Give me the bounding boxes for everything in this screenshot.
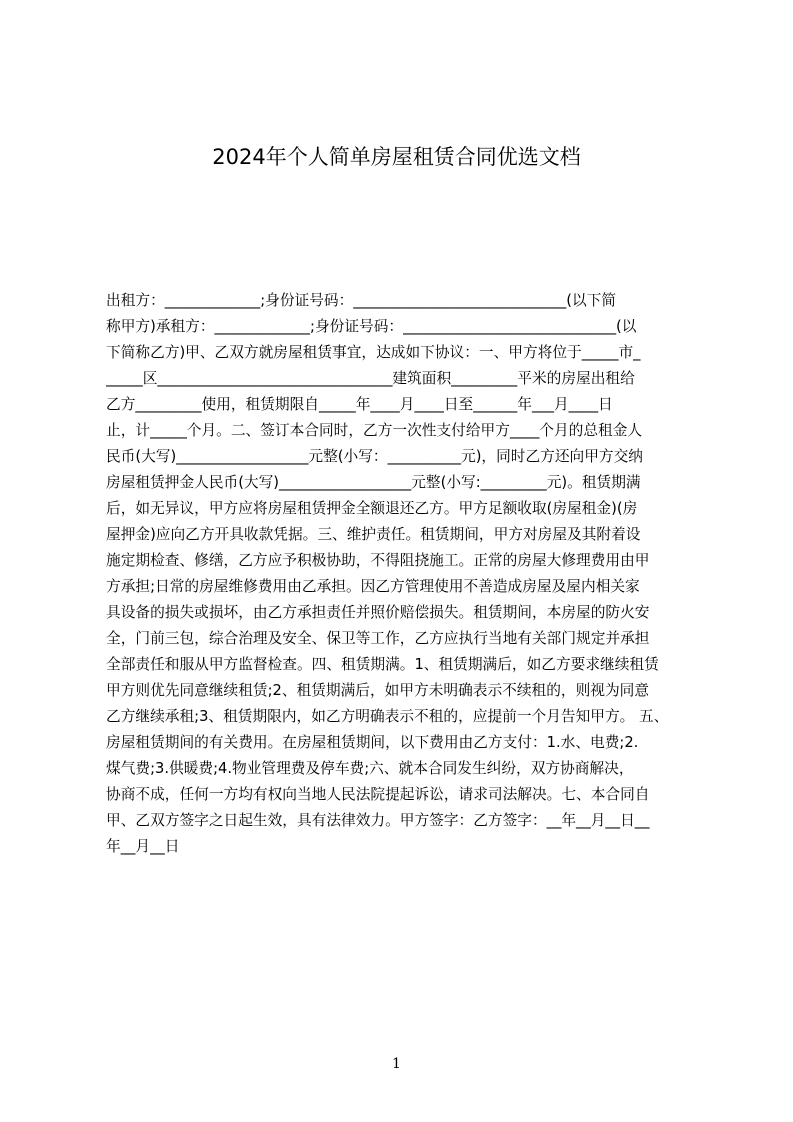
body-line-1: 出租方：_____________;身份证号码：_____________________________(以下简: [106, 292, 617, 309]
body-line-10: 屋押金)应向乙方开具收款凭据。三、维护责任。租赁期间，甲方对房屋及其附着设: [106, 526, 641, 543]
body-line-14: 全，门前三包，综合治理及安全、保卫等工作，乙方应执行当地有关部门规定并承担: [106, 630, 650, 647]
contract-body: [106, 288, 700, 860]
body-line-20: 协商不成，任何一方均有权向当地人民法院提起诉讼，请求司法解决。七、本合同自: [106, 786, 650, 803]
body-line-4: _____区________________________________建筑面积_________平米的房屋出租给: [106, 370, 635, 387]
body-line-21: 甲、乙双方签字之日起生效，具有法律效力。甲方签字：乙方签字：__年__月__日__: [106, 812, 650, 829]
body-line-8: 房屋租赁押金人民币(大写)__________________元整(小写:_________元)。租赁期满: [106, 474, 641, 491]
body-line-13: 具设备的损失或损坏，由乙方承担责任并照价赔偿损失。租赁期间，本房屋的防火安: [106, 604, 650, 621]
body-line-6: 止，计_____个月。二、签订本合同时，乙方一次性支付给甲方____个月的总租金人: [106, 422, 643, 439]
body-line-19: 煤气费;3.供暖费;4.物业管理费及停车费;六、就本合同发生纠纷，双方协商解决，: [106, 760, 634, 777]
body-line-18: 房屋租赁期间的有关费用。在房屋租赁期间，以下费用由乙方支付：1.水、电费;2.: [106, 734, 639, 751]
body-line-11: 施定期检查、修缮，乙方应予积极协助，不得阻挠施工。正常的房屋大修理费用由甲: [106, 552, 650, 569]
body-line-15: 全部责任和服从甲方监督检查。四、租赁期满。1、租赁期满后，如乙方要求继续租赁: [106, 656, 659, 673]
body-line-9: 后，如无异议，甲方应将房屋租赁押金全额退还乙方。甲方足额收取(房屋租金)(房: [106, 500, 638, 517]
body-line-2: 称甲方)承租方：_____________;身份证号码：_____________________________(以: [106, 318, 637, 335]
body-line-5: 乙方_________使用，租赁期限自_____年____月____日至______年___月____日: [106, 396, 613, 413]
body-line-3: 下简称乙方)甲、乙双方就房屋租赁事宜，达成如下协议：一、甲方将位于_____市_: [106, 344, 641, 361]
body-line-16: 甲方则优先同意继续租赁;2、租赁期满后，如甲方未明确表示不续租的，则视为同意: [106, 682, 650, 699]
body-line-17: 乙方继续承租;3、租赁期限内，如乙方明确表示不租的，应提前一个月告知甲方。 五、: [106, 708, 669, 725]
page-title: 2024年个人简单房屋租赁合同优选文档: [212, 145, 581, 169]
page-number: 1: [392, 1056, 401, 1072]
body-line-12: 方承担;日常的房屋维修费用由乙承担。因乙方管理使用不善造成房屋及屋内相关家: [106, 578, 640, 595]
body-line-22: 年__月__日: [106, 838, 180, 855]
body-line-7: 民币(大写)__________________元整(小写：__________元)，同时乙方还向甲方交纳: [106, 448, 643, 465]
